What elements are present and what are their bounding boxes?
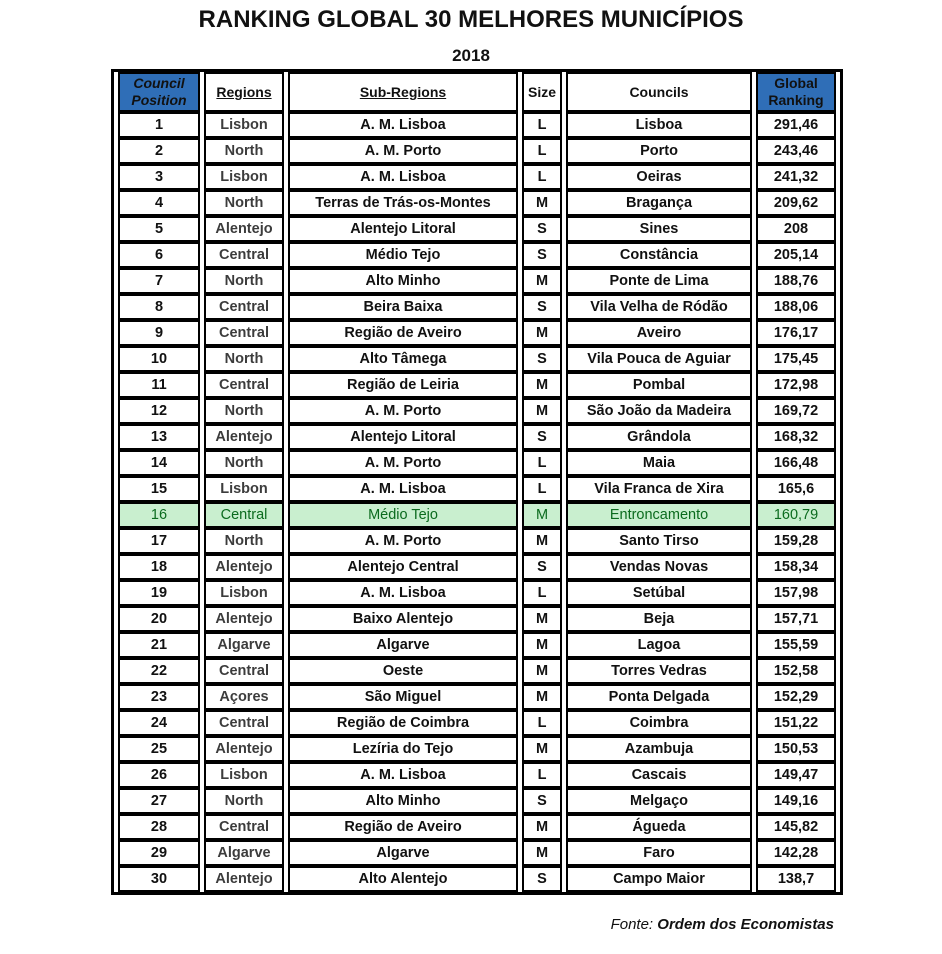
cell-subregion: A. M. Porto — [288, 528, 518, 554]
cell-size: L — [522, 138, 562, 164]
header-subregions — [288, 72, 518, 112]
cell-region: Central — [204, 320, 284, 346]
cell-council: Campo Maior — [566, 866, 752, 892]
cell-position: 11 — [118, 372, 200, 398]
cell-subregion: Alentejo Central — [288, 554, 518, 580]
table-row — [118, 268, 836, 294]
cell-position: 15 — [118, 476, 200, 502]
table-row — [118, 502, 836, 528]
cell-size: M — [522, 736, 562, 762]
cell-council: Beja — [566, 606, 752, 632]
table-row — [118, 346, 836, 372]
cell-region: Lisbon — [204, 164, 284, 190]
cell-size: L — [522, 762, 562, 788]
cell-position: 8 — [118, 294, 200, 320]
cell-position: 10 — [118, 346, 200, 372]
cell-region: North — [204, 528, 284, 554]
cell-score: 188,76 — [756, 268, 836, 294]
table-row — [118, 164, 836, 190]
cell-subregion: Região de Aveiro — [288, 814, 518, 840]
header-size: Size — [522, 72, 562, 112]
cell-score: 155,59 — [756, 632, 836, 658]
cell-subregion: Oeste — [288, 658, 518, 684]
cell-region: North — [204, 138, 284, 164]
cell-position: 16 — [118, 502, 200, 528]
cell-score: 208 — [756, 216, 836, 242]
cell-subregion: Alto Tâmega — [288, 346, 518, 372]
cell-size: L — [522, 476, 562, 502]
cell-score: 160,79 — [756, 502, 836, 528]
cell-council: Sines — [566, 216, 752, 242]
table-row — [118, 684, 836, 710]
cell-region: Alentejo — [204, 554, 284, 580]
table-row — [118, 762, 836, 788]
table-row — [118, 710, 836, 736]
cell-council: Porto — [566, 138, 752, 164]
cell-council: Ponte de Lima — [566, 268, 752, 294]
cell-score: 241,32 — [756, 164, 836, 190]
cell-council: Coimbra — [566, 710, 752, 736]
cell-region: Alentejo — [204, 866, 284, 892]
source-note — [611, 916, 834, 933]
cell-score: 175,45 — [756, 346, 836, 372]
cell-subregion: A. M. Lisboa — [288, 164, 518, 190]
cell-size: S — [522, 866, 562, 892]
header-position-line2: Position — [131, 92, 187, 108]
cell-region: Lisbon — [204, 112, 284, 138]
cell-position: 14 — [118, 450, 200, 476]
cell-region: Central — [204, 242, 284, 268]
cell-score: 149,47 — [756, 762, 836, 788]
cell-subregion: Região de Aveiro — [288, 320, 518, 346]
cell-region: Alentejo — [204, 216, 284, 242]
cell-council: Vila Franca de Xira — [566, 476, 752, 502]
cell-subregion: Lezíria do Tejo — [288, 736, 518, 762]
table-row — [118, 736, 836, 762]
table-row — [118, 216, 836, 242]
ranking-table — [111, 69, 843, 895]
cell-size: M — [522, 372, 562, 398]
header-regions-label: Regions — [216, 84, 272, 100]
header-council-position — [118, 72, 200, 112]
table-row — [118, 814, 836, 840]
table-row — [118, 372, 836, 398]
cell-position: 24 — [118, 710, 200, 736]
cell-council: Oeiras — [566, 164, 752, 190]
cell-council: Vila Pouca de Aguiar — [566, 346, 752, 372]
cell-score: 151,22 — [756, 710, 836, 736]
header-global-ranking — [756, 72, 836, 112]
cell-subregion: Região de Leiria — [288, 372, 518, 398]
cell-score: 149,16 — [756, 788, 836, 814]
cell-council: Aveiro — [566, 320, 752, 346]
header-councils: Councils — [566, 72, 752, 112]
cell-subregion: Beira Baixa — [288, 294, 518, 320]
header-regions — [204, 72, 284, 112]
cell-score: 169,72 — [756, 398, 836, 424]
cell-position: 1 — [118, 112, 200, 138]
cell-score: 165,6 — [756, 476, 836, 502]
cell-council: Lisboa — [566, 112, 752, 138]
cell-size: M — [522, 658, 562, 684]
header-subregions-label: Sub-Regions — [359, 84, 447, 100]
cell-size: S — [522, 242, 562, 268]
cell-region: North — [204, 450, 284, 476]
cell-subregion: A. M. Lisboa — [288, 112, 518, 138]
cell-position: 7 — [118, 268, 200, 294]
table-row — [118, 788, 836, 814]
cell-subregion: Região de Coimbra — [288, 710, 518, 736]
cell-region: Alentejo — [204, 736, 284, 762]
cell-position: 2 — [118, 138, 200, 164]
cell-score: 168,32 — [756, 424, 836, 450]
cell-subregion: Médio Tejo — [288, 242, 518, 268]
cell-size: M — [522, 528, 562, 554]
cell-score: 166,48 — [756, 450, 836, 476]
cell-subregion: Baixo Alentejo — [288, 606, 518, 632]
cell-size: S — [522, 346, 562, 372]
cell-council: Cascais — [566, 762, 752, 788]
table-row — [118, 320, 836, 346]
cell-position: 28 — [118, 814, 200, 840]
cell-council: Melgaço — [566, 788, 752, 814]
cell-score: 209,62 — [756, 190, 836, 216]
table-row — [118, 450, 836, 476]
cell-subregion: A. M. Porto — [288, 138, 518, 164]
cell-subregion: Alto Alentejo — [288, 866, 518, 892]
cell-size: M — [522, 190, 562, 216]
cell-size: L — [522, 580, 562, 606]
cell-position: 13 — [118, 424, 200, 450]
cell-score: 142,28 — [756, 840, 836, 866]
cell-size: M — [522, 268, 562, 294]
cell-position: 5 — [118, 216, 200, 242]
cell-region: Açores — [204, 684, 284, 710]
source-name: Ordem dos Economistas — [657, 916, 834, 933]
cell-position: 3 — [118, 164, 200, 190]
cell-score: 150,53 — [756, 736, 836, 762]
cell-subregion: Algarve — [288, 632, 518, 658]
cell-council: Torres Vedras — [566, 658, 752, 684]
table-row — [118, 138, 836, 164]
cell-position: 29 — [118, 840, 200, 866]
header-position-line1: Council — [133, 75, 185, 91]
cell-region: Central — [204, 658, 284, 684]
cell-score: 145,82 — [756, 814, 836, 840]
cell-council: Grândola — [566, 424, 752, 450]
cell-size: S — [522, 788, 562, 814]
cell-region: North — [204, 398, 284, 424]
cell-size: S — [522, 554, 562, 580]
cell-size: S — [522, 424, 562, 450]
cell-size: M — [522, 502, 562, 528]
cell-region: North — [204, 190, 284, 216]
cell-score: 159,28 — [756, 528, 836, 554]
cell-subregion: São Miguel — [288, 684, 518, 710]
header-ranking-line1: Global — [774, 75, 818, 91]
cell-size: L — [522, 710, 562, 736]
table-row — [118, 294, 836, 320]
cell-position: 4 — [118, 190, 200, 216]
cell-region: Central — [204, 294, 284, 320]
cell-region: Alentejo — [204, 424, 284, 450]
cell-subregion: A. M. Lisboa — [288, 476, 518, 502]
cell-score: 158,34 — [756, 554, 836, 580]
table-row — [118, 528, 836, 554]
cell-position: 26 — [118, 762, 200, 788]
header-ranking-line2: Ranking — [768, 92, 824, 108]
cell-size: L — [522, 450, 562, 476]
cell-score: 152,29 — [756, 684, 836, 710]
cell-subregion: A. M. Lisboa — [288, 762, 518, 788]
cell-council: Ponta Delgada — [566, 684, 752, 710]
cell-score: 138,7 — [756, 866, 836, 892]
cell-score: 243,46 — [756, 138, 836, 164]
table-row — [118, 242, 836, 268]
cell-size: L — [522, 164, 562, 190]
page-title: RANKING GLOBAL 30 MELHORES MUNICÍPIOS — [198, 6, 744, 33]
cell-region: North — [204, 268, 284, 294]
cell-council: Pombal — [566, 372, 752, 398]
cell-council: Entroncamento — [566, 502, 752, 528]
cell-score: 291,46 — [756, 112, 836, 138]
table-row — [118, 840, 836, 866]
cell-council: Bragança — [566, 190, 752, 216]
cell-subregion: Alentejo Litoral — [288, 424, 518, 450]
cell-position: 17 — [118, 528, 200, 554]
cell-council: Águeda — [566, 814, 752, 840]
cell-region: North — [204, 346, 284, 372]
cell-position: 30 — [118, 866, 200, 892]
cell-size: L — [522, 112, 562, 138]
cell-score: 205,14 — [756, 242, 836, 268]
table-row — [118, 112, 836, 138]
table-row — [118, 476, 836, 502]
cell-position: 22 — [118, 658, 200, 684]
table-row — [118, 190, 836, 216]
cell-region: Central — [204, 710, 284, 736]
cell-size: M — [522, 398, 562, 424]
table-row — [118, 866, 836, 892]
cell-region: Central — [204, 814, 284, 840]
cell-position: 23 — [118, 684, 200, 710]
cell-council: Maia — [566, 450, 752, 476]
cell-subregion: Alto Minho — [288, 788, 518, 814]
cell-region: Central — [204, 502, 284, 528]
cell-council: Constância — [566, 242, 752, 268]
cell-position: 21 — [118, 632, 200, 658]
cell-subregion: Alto Minho — [288, 268, 518, 294]
cell-region: Algarve — [204, 840, 284, 866]
cell-region: Lisbon — [204, 580, 284, 606]
cell-region: Lisbon — [204, 476, 284, 502]
cell-council: Santo Tirso — [566, 528, 752, 554]
cell-council: Vendas Novas — [566, 554, 752, 580]
cell-position: 19 — [118, 580, 200, 606]
table-row — [118, 606, 836, 632]
cell-region: Lisbon — [204, 762, 284, 788]
table-row — [118, 658, 836, 684]
cell-subregion: A. M. Porto — [288, 450, 518, 476]
cell-size: M — [522, 684, 562, 710]
table-row — [118, 554, 836, 580]
cell-region: Alentejo — [204, 606, 284, 632]
cell-score: 152,58 — [756, 658, 836, 684]
cell-score: 176,17 — [756, 320, 836, 346]
table-row — [118, 580, 836, 606]
cell-size: M — [522, 632, 562, 658]
table-header-row — [118, 72, 836, 112]
cell-size: S — [522, 216, 562, 242]
cell-score: 172,98 — [756, 372, 836, 398]
cell-council: Faro — [566, 840, 752, 866]
cell-council: São João da Madeira — [566, 398, 752, 424]
cell-region: Algarve — [204, 632, 284, 658]
cell-size: M — [522, 840, 562, 866]
cell-score: 157,98 — [756, 580, 836, 606]
cell-region: Central — [204, 372, 284, 398]
cell-size: M — [522, 320, 562, 346]
cell-subregion: Médio Tejo — [288, 502, 518, 528]
year-label: 2018 — [452, 46, 490, 65]
cell-subregion: Terras de Trás-os-Montes — [288, 190, 518, 216]
cell-council: Azambuja — [566, 736, 752, 762]
cell-position: 27 — [118, 788, 200, 814]
cell-score: 188,06 — [756, 294, 836, 320]
cell-size: S — [522, 294, 562, 320]
cell-council: Lagoa — [566, 632, 752, 658]
cell-subregion: A. M. Porto — [288, 398, 518, 424]
cell-position: 6 — [118, 242, 200, 268]
cell-position: 18 — [118, 554, 200, 580]
cell-position: 12 — [118, 398, 200, 424]
cell-position: 9 — [118, 320, 200, 346]
table-row — [118, 632, 836, 658]
table-row — [118, 424, 836, 450]
cell-position: 20 — [118, 606, 200, 632]
cell-position: 25 — [118, 736, 200, 762]
source-prefix: Fonte: — [610, 916, 654, 933]
table-body — [118, 112, 836, 892]
cell-subregion: A. M. Lisboa — [288, 580, 518, 606]
cell-subregion: Alentejo Litoral — [288, 216, 518, 242]
cell-subregion: Algarve — [288, 840, 518, 866]
cell-council: Vila Velha de Ródão — [566, 294, 752, 320]
cell-size: M — [522, 606, 562, 632]
cell-size: M — [522, 814, 562, 840]
table-row — [118, 398, 836, 424]
cell-score: 157,71 — [756, 606, 836, 632]
cell-region: North — [204, 788, 284, 814]
cell-council: Setúbal — [566, 580, 752, 606]
